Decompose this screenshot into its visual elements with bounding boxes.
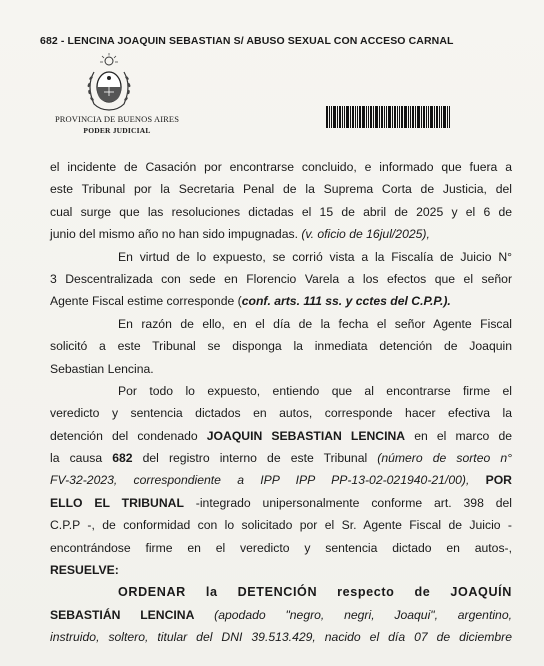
text-run: de: [414, 585, 431, 600]
text-run: detención del condenado: [50, 428, 207, 443]
text-run: del registro interno de este Tribunal: [132, 451, 378, 466]
text-run: JOAQUÍN: [450, 585, 512, 600]
body-line: En virtud de lo expuesto, se corrió vista a la Fiscalía de Juicio N°: [118, 249, 512, 264]
resuelve-heading: RESUELVE:: [50, 563, 119, 578]
order-line: [50, 581, 512, 603]
body-line: Sebastian Lencina.: [50, 361, 154, 376]
provincial-seal-icon: [80, 52, 138, 112]
legal-citation: conf. arts. 111 ss. y cctes del C.P.P.).: [241, 294, 451, 309]
institution-name: [52, 114, 182, 136]
body-line: [50, 492, 512, 514]
body-line: Por todo lo expuesto, entiendo que al encontrarse firme el: [118, 383, 512, 398]
text-run: ORDENAR: [118, 585, 186, 600]
body-line: 3 Descentralizada con sede en Florencio Varela a los efectos que el señor: [50, 271, 512, 286]
text-run: respecto: [337, 585, 395, 600]
body-line: [50, 447, 512, 469]
body-line: En razón de ello, en el día de la fecha el señor Agente Fiscal: [118, 316, 512, 331]
body-line: [50, 469, 512, 491]
text-run: en el marco de: [405, 428, 512, 443]
body-line: encontrándose firme en el veredicto y sentencia dictado en autos-,: [50, 540, 512, 555]
body-line: C.P.P -, de conformidad con lo solicitado por el Sr. Agente Fiscal de Juicio -: [50, 518, 512, 533]
tribunal-label: ELLO EL TRIBUNAL: [50, 495, 184, 510]
text-run: argentino,: [457, 607, 512, 622]
judiciary-label: PODER JUDICIAL: [83, 126, 151, 135]
ipp-reference: FV-32-2023, correspondiente a IPP IPP PP-13-02-021940-21/00),: [50, 473, 486, 488]
body-line: cual surge que las resoluciones dictadas el 15 de abril de 2025 y el 6 de: [50, 204, 512, 219]
oficio-reference: (v. oficio de 16jul/2025),: [301, 227, 430, 242]
text-run: DETENCIÓN: [237, 585, 318, 600]
text-run: la: [205, 585, 218, 600]
body-line: este Tribunal por la Secretaria Penal de la Suprema Corta de Justicia, del: [50, 182, 512, 197]
text-run: (número de sorteo n°: [377, 451, 512, 466]
text-run: junio del mismo año no han sido impugnadas.: [50, 227, 302, 242]
alias: (apodado "negro, negri, Joaqui",: [194, 607, 438, 622]
body-line: [50, 604, 512, 626]
text-run: Agente Fiscal estime corresponde (: [50, 294, 242, 309]
body-line: solicitó a este Tribunal se disponga la inmediata detención de Joaquin: [50, 339, 512, 354]
text-run: POR: [485, 473, 512, 488]
province-label: PROVINCIA DE BUENOS AIRES: [54, 114, 180, 124]
document-barcode: [326, 106, 450, 128]
defendant-name: JOAQUIN SEBASTIAN LENCINA: [206, 428, 406, 443]
body-line: veredicto y sentencia dictados en autos, corresponde hacer efectiva la: [50, 406, 512, 421]
defendant-full-name: SEBASTIÁN LENCINA: [50, 607, 195, 622]
body-line: [50, 290, 512, 312]
case-title: 682 - LENCINA JOAQUIN SEBASTIAN S/ ABUSO SEXUAL CON ACCESO CARNAL: [40, 35, 454, 47]
text-run: la causa: [50, 451, 113, 466]
body-line: [50, 223, 512, 245]
body-line: el incidente de Casación por encontrarse concluido, e informado que fuera a: [50, 160, 512, 174]
body-line: [50, 425, 512, 447]
resolution-body: [50, 156, 512, 649]
case-number: 682: [112, 451, 133, 466]
body-line: instruido, soltero, titular del DNI 39.513.429, nacido el día 07 de diciembre: [50, 630, 512, 645]
text-run: -integrado unipersonalmente conforme art. 398 del: [183, 495, 512, 510]
